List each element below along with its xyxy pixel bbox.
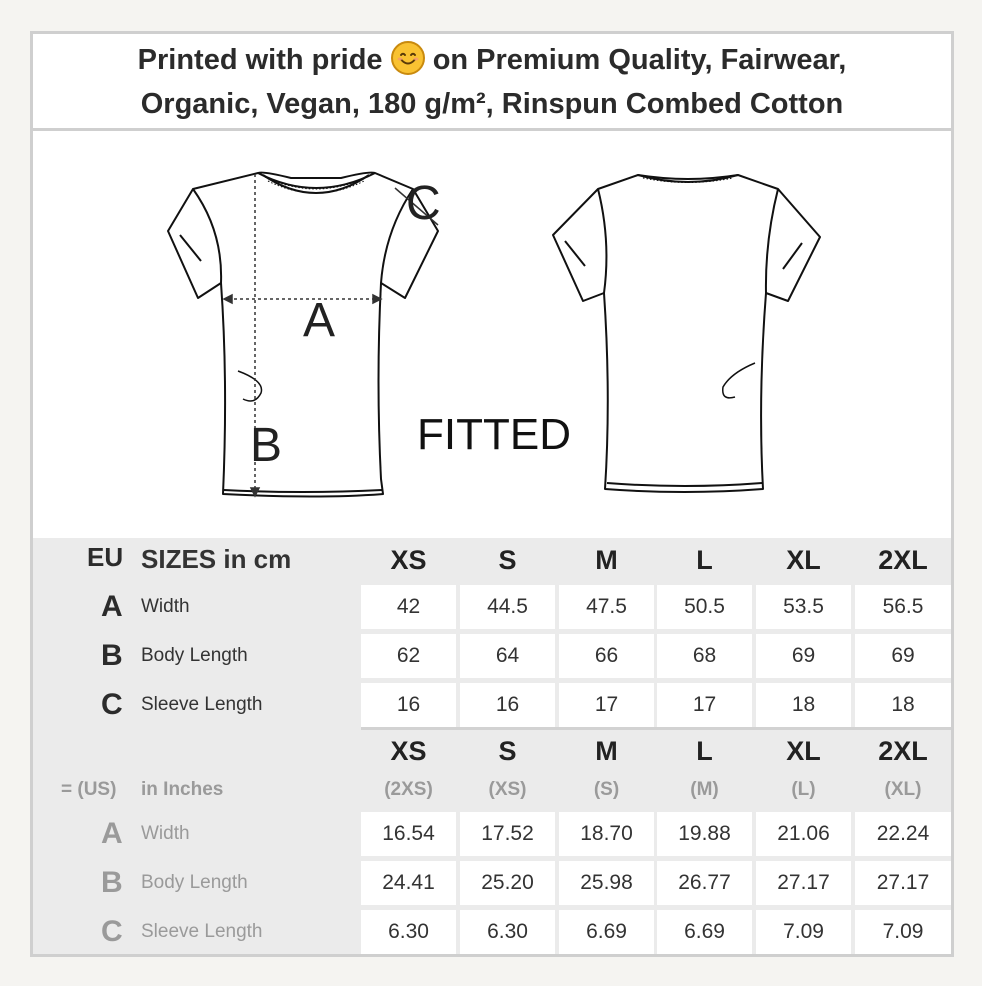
- size-tables: [33, 538, 951, 954]
- smiling-face-icon: [391, 41, 425, 75]
- us-a-2xl: 22.24: [855, 812, 951, 856]
- us-c-2xl: 7.09: [855, 910, 951, 954]
- us-c-m: 6.69: [559, 910, 654, 954]
- eu-size-2xl: 2XL: [878, 545, 928, 575]
- us-c-xs: 6.30: [361, 910, 456, 954]
- size-chart-frame: [30, 31, 954, 957]
- measure-label-a: A: [303, 294, 336, 347]
- eu-b-xs: 62: [361, 634, 456, 678]
- eu-c-m: 17: [559, 683, 654, 727]
- us-alt-xl: (L): [791, 779, 816, 800]
- us-c-xl: 7.09: [756, 910, 851, 954]
- eu-b-m: 66: [559, 634, 654, 678]
- eu-bottom-rule: [361, 727, 951, 730]
- eu-c-s: 16: [460, 683, 555, 727]
- us-alt-xs: (2XS): [384, 779, 433, 800]
- us-b-m: 25.98: [559, 861, 654, 905]
- eu-size-l: L: [696, 545, 713, 575]
- eu-a-s: 44.5: [460, 585, 555, 629]
- us-title: in Inches: [141, 779, 224, 800]
- eu-row-c-label: Sleeve Length: [141, 694, 263, 715]
- us-a-xs: 16.54: [361, 812, 456, 856]
- eu-row-a-letter: A: [101, 590, 123, 623]
- eu-title: SIZES in cm: [141, 544, 292, 574]
- eu-c-xs: 16: [361, 683, 456, 727]
- us-region-label: = (US): [61, 779, 117, 800]
- us-size-l: L: [696, 736, 713, 766]
- eu-b-l: 68: [657, 634, 752, 678]
- us-a-m: 18.70: [559, 812, 654, 856]
- fit-label: FITTED: [417, 410, 571, 459]
- eu-b-s: 64: [460, 634, 555, 678]
- eu-c-2xl: 18: [855, 683, 951, 727]
- measure-label-b: B: [250, 419, 283, 472]
- us-row-a-letter: A: [101, 817, 123, 850]
- us-row-b-label: Body Length: [141, 872, 248, 893]
- tshirt-diagram: [33, 131, 951, 536]
- eu-size-xl: XL: [786, 545, 821, 575]
- eu-a-xl: 53.5: [756, 585, 851, 629]
- measure-label-c: C: [406, 177, 441, 230]
- us-size-2xl: 2XL: [878, 736, 928, 766]
- eu-a-m: 47.5: [559, 585, 654, 629]
- header-line-1-end: on Premium Quality, Fairwear,: [432, 44, 847, 76]
- us-a-xl: 21.06: [756, 812, 851, 856]
- eu-b-xl: 69: [756, 634, 851, 678]
- us-alt-2xl: (XL): [884, 779, 922, 800]
- eu-a-2xl: 56.5: [855, 585, 951, 629]
- eu-b-2xl: 69: [855, 634, 951, 678]
- eu-row-b-letter: B: [101, 639, 123, 672]
- tshirt-back-drawing: [553, 175, 820, 492]
- eu-c-xl: 18: [756, 683, 851, 727]
- eu-row-b-label: Body Length: [141, 645, 248, 666]
- us-b-l: 26.77: [657, 861, 752, 905]
- us-c-l: 6.69: [657, 910, 752, 954]
- eu-size-xs: XS: [390, 545, 427, 575]
- eu-a-l: 50.5: [657, 585, 752, 629]
- us-row-c-letter: C: [101, 915, 123, 948]
- us-a-l: 19.88: [657, 812, 752, 856]
- us-row-c-label: Sleeve Length: [141, 921, 263, 942]
- us-b-xs: 24.41: [361, 861, 456, 905]
- header: [33, 34, 951, 131]
- us-alt-s: (XS): [488, 779, 527, 800]
- us-b-xl: 27.17: [756, 861, 851, 905]
- eu-size-s: S: [498, 545, 517, 575]
- eu-a-xs: 42: [361, 585, 456, 629]
- eu-row-c-letter: C: [101, 688, 123, 721]
- us-alt-l: (M): [690, 779, 719, 800]
- us-alt-m: (S): [593, 779, 620, 800]
- us-size-xs: XS: [390, 736, 427, 766]
- us-row-b-letter: B: [101, 866, 123, 899]
- eu-region-label: EU: [87, 542, 124, 572]
- us-size-xl: XL: [786, 736, 821, 766]
- us-size-s: S: [498, 736, 517, 766]
- eu-size-m: M: [595, 545, 618, 575]
- header-line-1: [33, 34, 951, 82]
- header-line-1-start: Printed with pride: [137, 44, 383, 76]
- us-size-m: M: [595, 736, 618, 766]
- us-b-s: 25.20: [460, 861, 555, 905]
- header-line-2: Organic, Vegan, 180 g/m², Rinspun Combed Cotton: [140, 88, 844, 120]
- eu-c-l: 17: [657, 683, 752, 727]
- us-row-a-label: Width: [141, 823, 190, 844]
- eu-row-a-label: Width: [141, 596, 190, 617]
- us-c-s: 6.30: [460, 910, 555, 954]
- us-a-s: 17.52: [460, 812, 555, 856]
- us-b-2xl: 27.17: [855, 861, 951, 905]
